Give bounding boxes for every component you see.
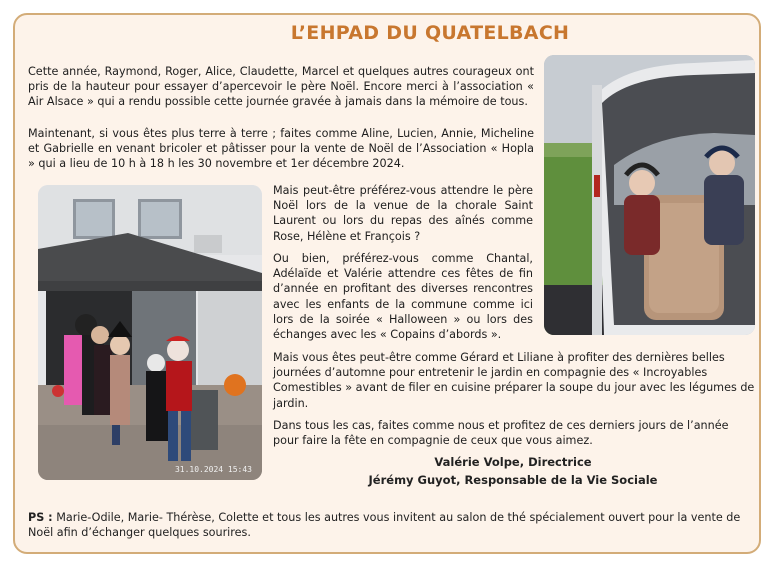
postscript-label: PS :: [28, 511, 53, 524]
paragraph-garden: Mais vous êtes peut-être comme Gérard et Liliane à profiter des dernières belles journées d’automne pour entretenir le jardin en compagnie des « Incroyables Comestibles » avant de filer en cuisine préparer la soupe du jour avec les légumes de jardin.: [273, 351, 755, 410]
halloween-illustration: [38, 185, 262, 480]
signature-social-manager: Jérémy Guyot, Responsable de la Vie Sociale: [368, 473, 658, 487]
halloween-photo: [38, 185, 262, 480]
paragraph-halloween: Ou bien, préférez-vous comme Chantal, Adélaïde et Valérie attendre ces fêtes de fin d’année en profitant des diverses rencontres avec les enfants de la commune comme ici lors de la soirée « Halloween » ou lors des échanges avec les « Copains d’abords ».: [273, 252, 533, 342]
postscript: [28, 510, 753, 540]
postscript-text: Marie-Odile, Marie- Thérèse, Colette et tous les autres vous invitent au salon de thé spécialement ouvert pour la vente de Noël afin d’échanger quelques sourires.: [28, 511, 741, 540]
signature-director: Valérie Volpe, Directrice: [434, 455, 592, 469]
paragraph-flight: Cette année, Raymond, Roger, Alice, Claudette, Marcel et quelques autres courageux ont pris de la hauteur pour essayer d’apercevoir le père Noël. Encore merci à l’association « Air Alsace » qui a rendu possible cette journée gravée à jamais dans la mémoire de tous.: [28, 65, 534, 109]
airplane-photo: [544, 55, 755, 335]
paragraph-choir: Mais peut-être préférez-vous attendre le père Noël lors de la venue de la chorale Saint Laurent ou lors du repas des aînés comme Rose, Hélène et François ?: [273, 184, 533, 243]
article-title: L’EHPAD DU QUATELBACH: [290, 22, 570, 44]
photo-timestamp: 31.10.2024 15:43: [174, 465, 252, 474]
airplane-illustration: [544, 55, 755, 335]
paragraph-celebrate: Dans tous les cas, faites comme nous et profitez de ces derniers jours de l’année pour faire la fête en compagnie de ceux que vous aimez.: [273, 419, 729, 448]
paragraph-christmas-sale: Maintenant, si vous êtes plus terre à terre ; faites comme Aline, Lucien, Annie, Micheline et Gabrielle en venant bricoler et pâtisser pour la vente de Noël de l’Association « Hopla » qui a lieu de 10 h à 18 h les 30 novembre et 1er décembre 2024.: [28, 127, 534, 171]
